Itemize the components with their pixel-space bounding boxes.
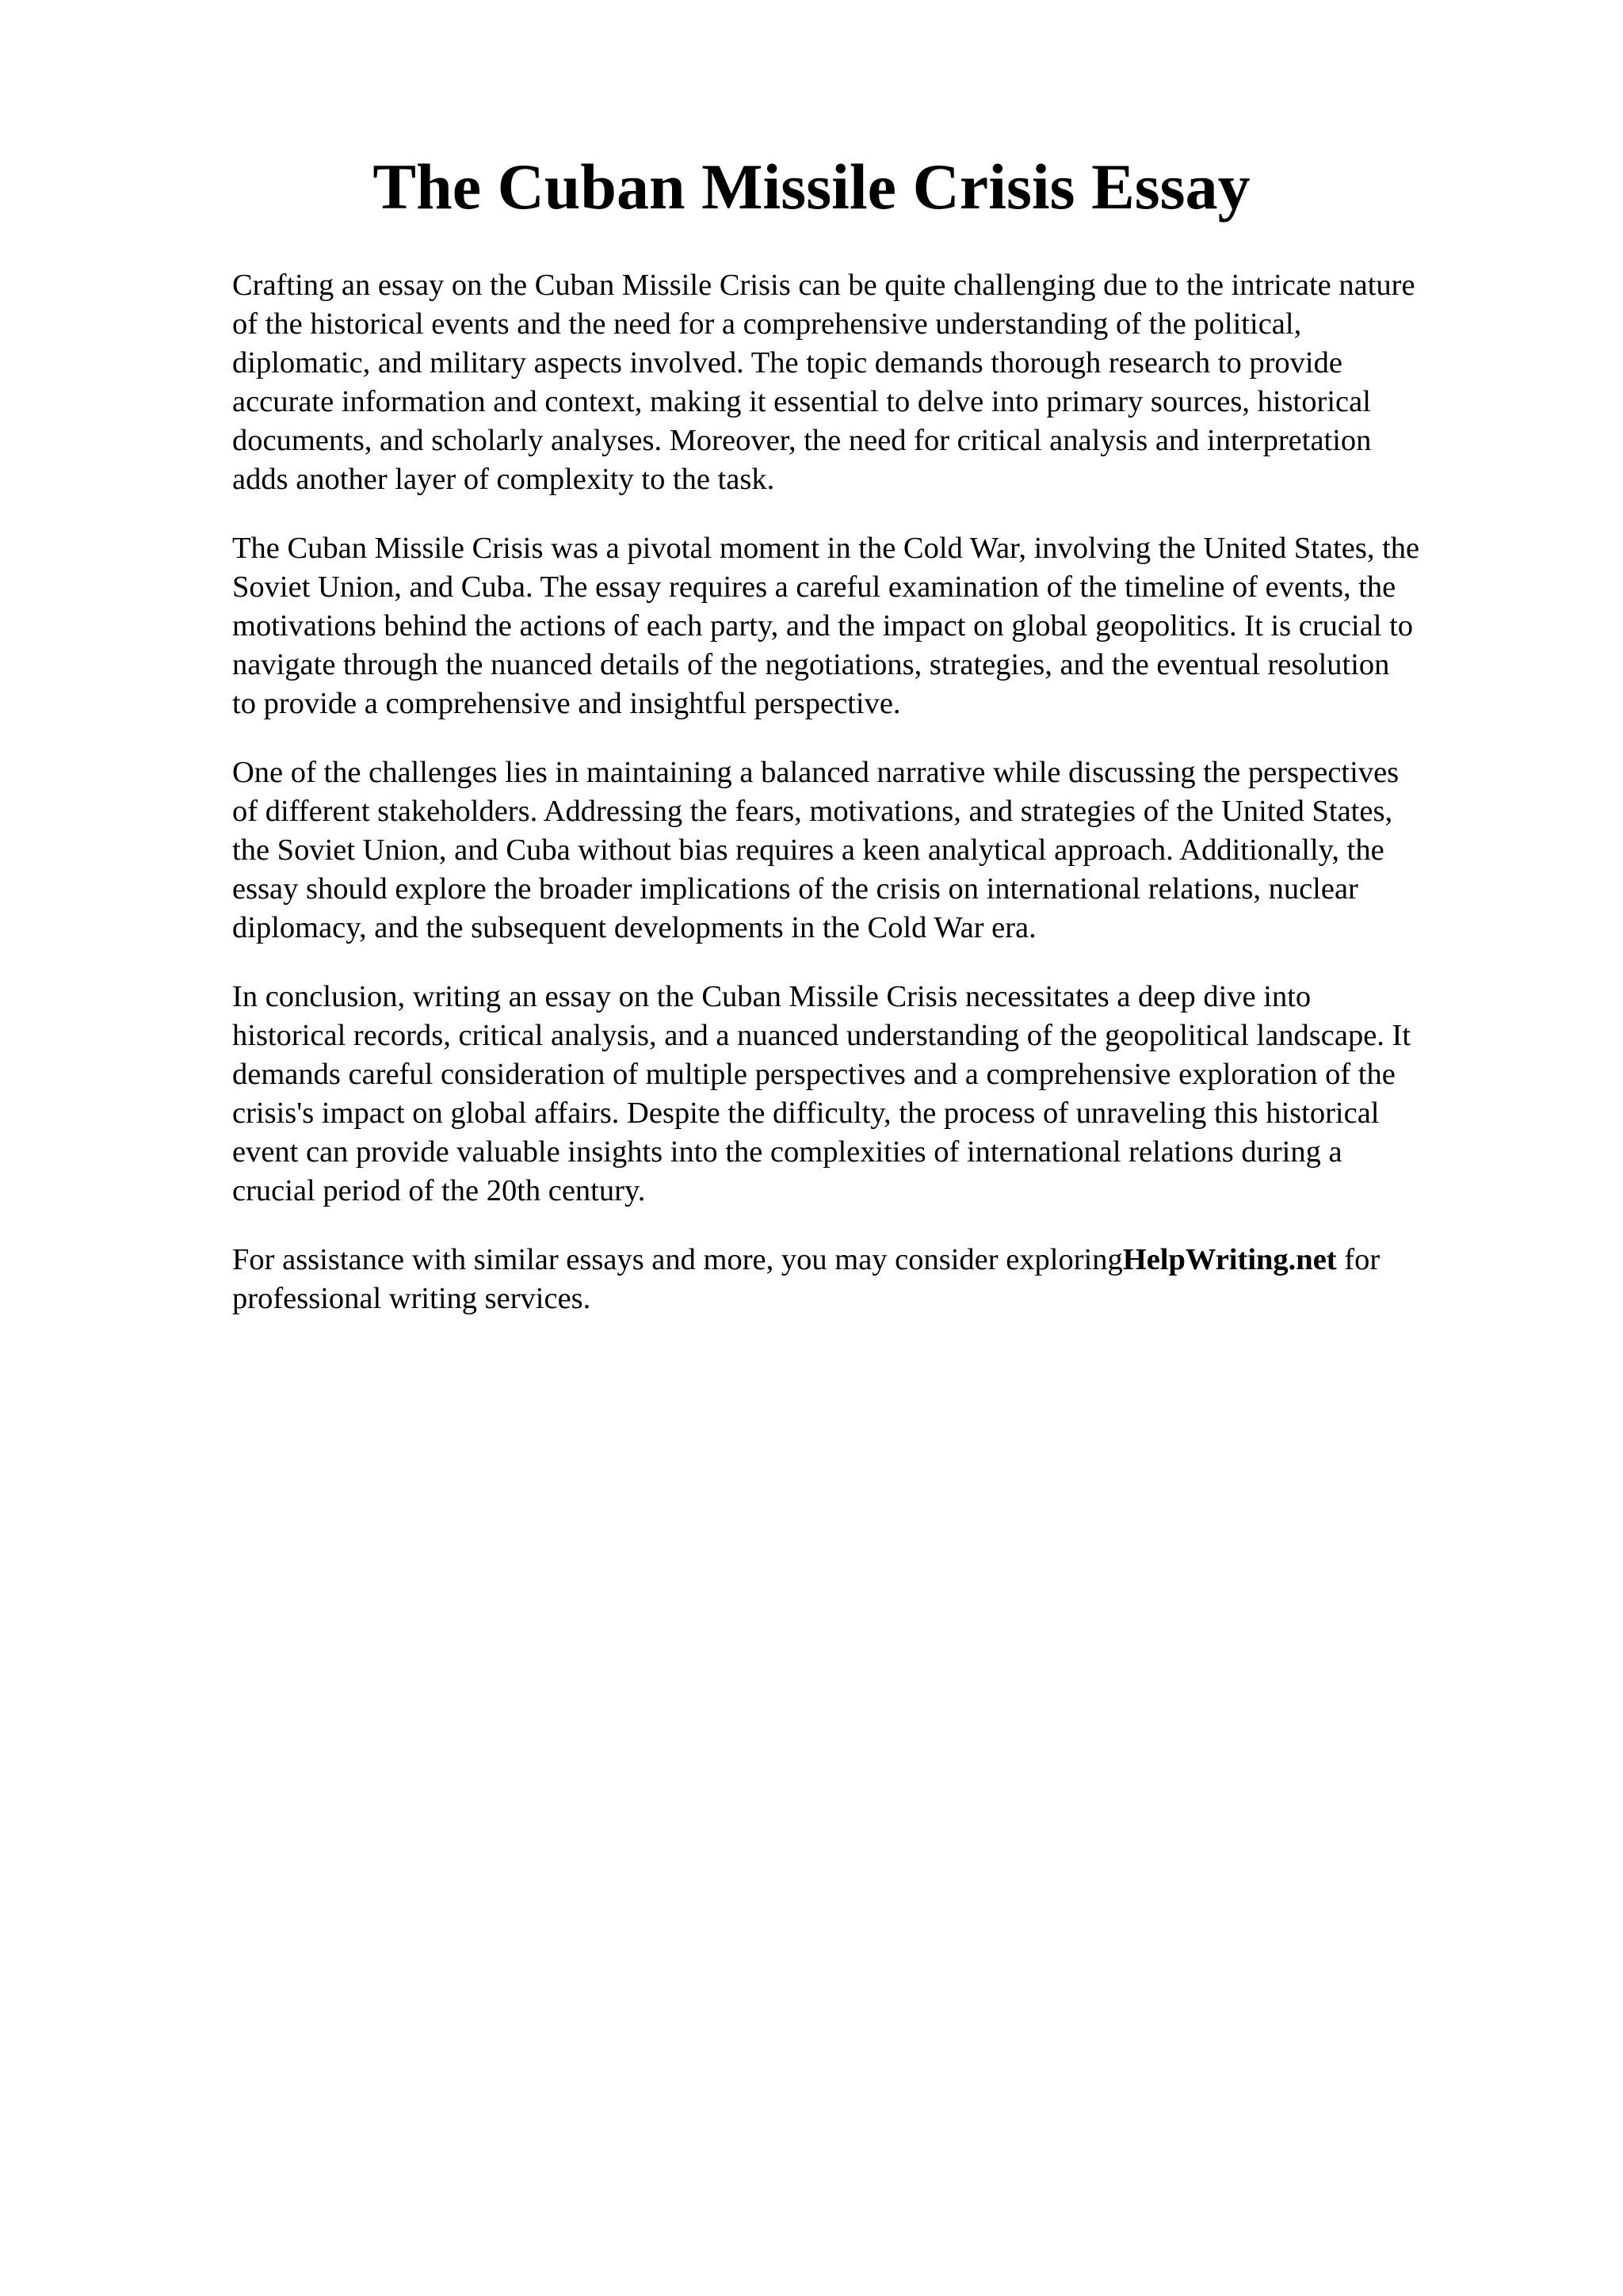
closing-text-before: For assistance with similar essays and more, you may consider exploring <box>232 1243 1123 1276</box>
paragraph-line: historical records, critical analysis, and a nuanced understanding of the geopolitical landscape. It <box>232 1019 1411 1052</box>
paragraph-line: Soviet Union, and Cuba. The essay requires a careful examination of the timeline of events, the <box>232 570 1396 604</box>
document-title: The Cuban Missile Crisis Essay <box>372 151 1251 223</box>
paragraph-line: essay should explore the broader implications of the crisis on international relations, nuclear <box>232 872 1358 906</box>
paragraph-1 <box>232 266 1532 499</box>
paragraph-line: of the historical events and the need for a comprehensive understanding of the political, <box>232 307 1302 341</box>
paragraph-line: accurate information and context, making it essential to delve into primary sources, historical <box>232 385 1371 418</box>
paragraph-4 <box>232 978 1532 1211</box>
paragraph-line: demands careful consideration of multiple perspectives and a comprehensive exploration of the <box>232 1058 1396 1091</box>
document-body <box>232 266 1532 1348</box>
helpwriting-link[interactable]: HelpWriting.net <box>1122 1243 1337 1276</box>
paragraph-line: crucial period of the 20th century. <box>232 1174 646 1207</box>
paragraph-line: the Soviet Union, and Cuba without bias requires a keen analytical approach. Additionally, the <box>232 833 1384 867</box>
paragraph-line: of different stakeholders. Addressing the fears, motivations, and strategies of the United States, <box>232 795 1393 828</box>
paragraph-line: event can provide valuable insights into the complexities of international relations during a <box>232 1135 1342 1169</box>
closing-text-after: for <box>1344 1243 1381 1276</box>
paragraph-line: diplomatic, and military aspects involved. The topic demands thorough research to provide <box>232 346 1342 379</box>
paragraph-line: diplomacy, and the subsequent developments in the Cold War era. <box>232 911 1037 944</box>
paragraph-line: The Cuban Missile Crisis was a pivotal moment in the Cold War, involving the United States, the <box>232 532 1420 565</box>
paragraph-2 <box>232 529 1532 723</box>
closing-line-1 <box>232 1241 1532 1280</box>
paragraph-line: to provide a comprehensive and insightful perspective. <box>232 687 901 720</box>
paragraph-line: motivations behind the actions of each party, and the impact on global geopolitics. It is crucial to <box>232 609 1414 643</box>
paragraph-line: adds another layer of complexity to the task. <box>232 463 775 496</box>
closing-paragraph <box>232 1241 1532 1318</box>
paragraph-line: One of the challenges lies in maintaining a balanced narrative while discussing the perspectives <box>232 756 1400 789</box>
paragraph-line: crisis's impact on global affairs. Despite the difficulty, the process of unraveling this historical <box>232 1097 1380 1130</box>
closing-line-2: professional writing services. <box>232 1282 591 1315</box>
paragraph-line: navigate through the nuanced details of the negotiations, strategies, and the eventual resolution <box>232 648 1390 681</box>
paragraph-line: documents, and scholarly analyses. Moreover, the need for critical analysis and interpretation <box>232 424 1372 457</box>
paragraph-line: In conclusion, writing an essay on the Cuban Missile Crisis necessitates a deep dive into <box>232 980 1312 1013</box>
paragraph-line: Crafting an essay on the Cuban Missile Crisis can be quite challenging due to the intricate nature <box>232 269 1415 302</box>
paragraph-3 <box>232 753 1532 948</box>
